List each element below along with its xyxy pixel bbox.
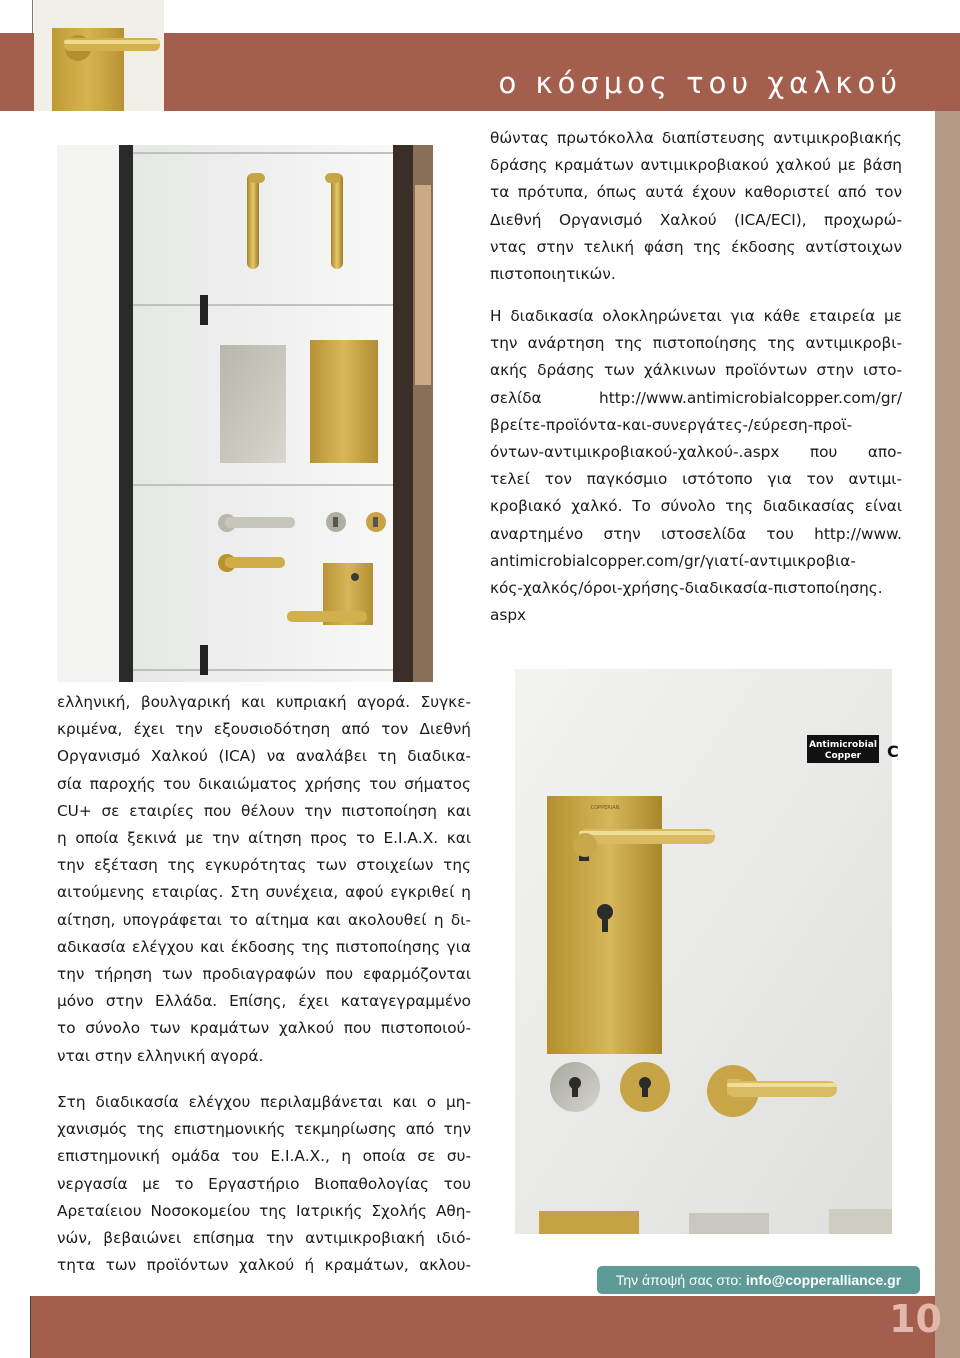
right-paragraph-2 bbox=[490, 303, 902, 629]
text-line: η οποία ξεκινά με την αίτηση προς το Ε.Ι.Α.Χ. και bbox=[57, 829, 471, 848]
photo-door-panels bbox=[57, 145, 433, 682]
text-line: Οργανισμό Χαλκού (ICA) να αναλάβει τη διαδικα- bbox=[57, 747, 471, 766]
text-line: Αρεταίειου Νοσοκομείου της Ιατρικής Σχολής Αθη- bbox=[57, 1201, 471, 1220]
text-line: το σύνολο των κραμάτων χαλκού που πιστοποιού- bbox=[57, 1019, 471, 1038]
text-line: σία παροχής του δικαιώματος χρήσης του σήματος bbox=[57, 774, 471, 793]
text-line: αιτούμενης εταιρίας. Στη συνέχεια, αφού εγκριθεί η bbox=[57, 883, 471, 902]
text-line: χανισμός της επιστημονικής τεκμηρίωσης από την bbox=[57, 1120, 471, 1139]
copper-plates-illustration bbox=[515, 669, 899, 1234]
text-line: τα πρότυπα, όπως αυτά έχουν καθοριστεί από τον bbox=[490, 183, 902, 202]
text-line: ελληνική, βουλγαρική και κυπριακή αγορά. Συγκε- bbox=[57, 693, 471, 711]
url-line[interactable]: αναρτημένο στην ιστοσελίδα του http://www. bbox=[490, 524, 902, 543]
feedback-email-link[interactable]: info@copperalliance.gr bbox=[745, 1272, 902, 1288]
text-line: κριμένα, έχει την εξουσιοδότηση από τον Διεθνή bbox=[57, 720, 471, 739]
left-paragraph-2 bbox=[57, 1089, 471, 1279]
sticker-c: C bbox=[887, 742, 899, 761]
photo-copper-plates bbox=[515, 669, 899, 1234]
text-line: ντας στην τελική φάση της έκδοσης αντίστοιχων bbox=[490, 237, 902, 256]
text-line: τητα των προϊόντων χαλκού ή κραμάτων, ακλου- bbox=[57, 1256, 471, 1275]
url-line[interactable]: σελίδα http://www.antimicrobialcopper.com/gr/ bbox=[490, 388, 902, 407]
text-line: κροβιακό χαλκό. Το σύνολο της διαδικασίας είναι bbox=[490, 497, 902, 516]
text-line: νεργασία με το Εργαστήριο Βιοπαθολογίας του bbox=[57, 1174, 471, 1193]
page-number: 10 bbox=[889, 1297, 942, 1341]
right-rail bbox=[935, 111, 960, 1358]
text-line: πιστοποιητικών. bbox=[490, 265, 616, 284]
url-line[interactable]: aspx bbox=[490, 606, 527, 625]
door-panels-illustration bbox=[57, 145, 433, 682]
feedback-contact[interactable] bbox=[597, 1266, 920, 1294]
url-line[interactable]: κός-χαλκός/όροι-χρήσης-διαδικασία-πιστοποίησης. bbox=[490, 579, 883, 598]
section-title: ο κόσμος του χαλκού bbox=[498, 66, 902, 100]
photo-door-handle bbox=[34, 0, 164, 111]
text-line: CU+ σε εταιρίες που θέλουν την πιστοποίηση και bbox=[57, 801, 471, 820]
feedback-prefix: Την άποψή σας στο: bbox=[615, 1272, 746, 1288]
url-line[interactable]: βρείτε-προϊόντα-και-συνεργάτες-/εύρεση-προϊ- bbox=[490, 415, 853, 434]
text-line: ακής δράσης των χάλκινων προϊόντων στην ιστο- bbox=[490, 361, 902, 380]
left-paragraph-1 bbox=[57, 689, 471, 1070]
plate-brand: COPPERIAN bbox=[590, 805, 620, 811]
sticker-line2: Copper bbox=[824, 751, 862, 761]
text-line: Στη διαδικασία ελέγχου περιλαμβάνεται και ο μη- bbox=[57, 1093, 471, 1111]
text-line: επιστημονική ομάδα του Ε.Ι.Α.Χ., η οποία σε συ- bbox=[57, 1147, 471, 1166]
url-line[interactable]: antimicrobialcopper.com/gr/γιατί-αντιμικροβια- bbox=[490, 551, 856, 570]
url-line[interactable]: όντων-αντιμικροβιακού-χαλκού-.aspx που απο- bbox=[490, 443, 902, 462]
text-line: Η διαδικασία ολοκληρώνεται για κάθε εταιρεία με bbox=[490, 307, 902, 325]
text-line: νών, βεβαιώνει επίσημα την αντιμικροβιακή ιδιό- bbox=[57, 1229, 471, 1248]
text-line: αίτηση, υπογράφεται το αίτημα και ακολουθεί η δι- bbox=[57, 910, 471, 929]
text-line: την εξέταση της εγκυρότητας των στοιχείων της bbox=[57, 856, 471, 875]
text-line: αδικασία ελέγχου και έκδοσης της πιστοποίησης για bbox=[57, 937, 471, 956]
text-line: θώντας πρωτόκολλα διαπίστευσης αντιμικροβιακής bbox=[490, 129, 902, 147]
text-line: την ανάρτηση της πιστοποίησης της αντιμικροβι- bbox=[490, 334, 902, 353]
sticker-line1: Antimicrobial bbox=[809, 740, 877, 750]
top-rule bbox=[32, 0, 33, 33]
text-line: Διεθνή Οργανισμό Χαλκού (ICA/ECI), προχωρώ- bbox=[490, 210, 902, 229]
text-line: νται στην ελληνική αγορά. bbox=[57, 1046, 264, 1065]
bottom-band bbox=[30, 1296, 935, 1358]
text-line: μόνο στην Ελλάδα. Επίσης, έχει καταγεγραμμένο bbox=[57, 992, 471, 1011]
text-line: τελεί τον παγκόσμιο ιστότοπο για τον αντιμι- bbox=[490, 470, 902, 489]
bottom-left-rule bbox=[30, 1296, 31, 1358]
right-paragraph-1 bbox=[490, 125, 902, 288]
text-line: δράσης κραμάτων αντιμικροβιακού χαλκού με βάση bbox=[490, 156, 902, 175]
text-line: την τήρηση των προδιαγραφών που εφαρμόζονται bbox=[57, 965, 471, 984]
door-handle-illustration bbox=[34, 0, 164, 111]
